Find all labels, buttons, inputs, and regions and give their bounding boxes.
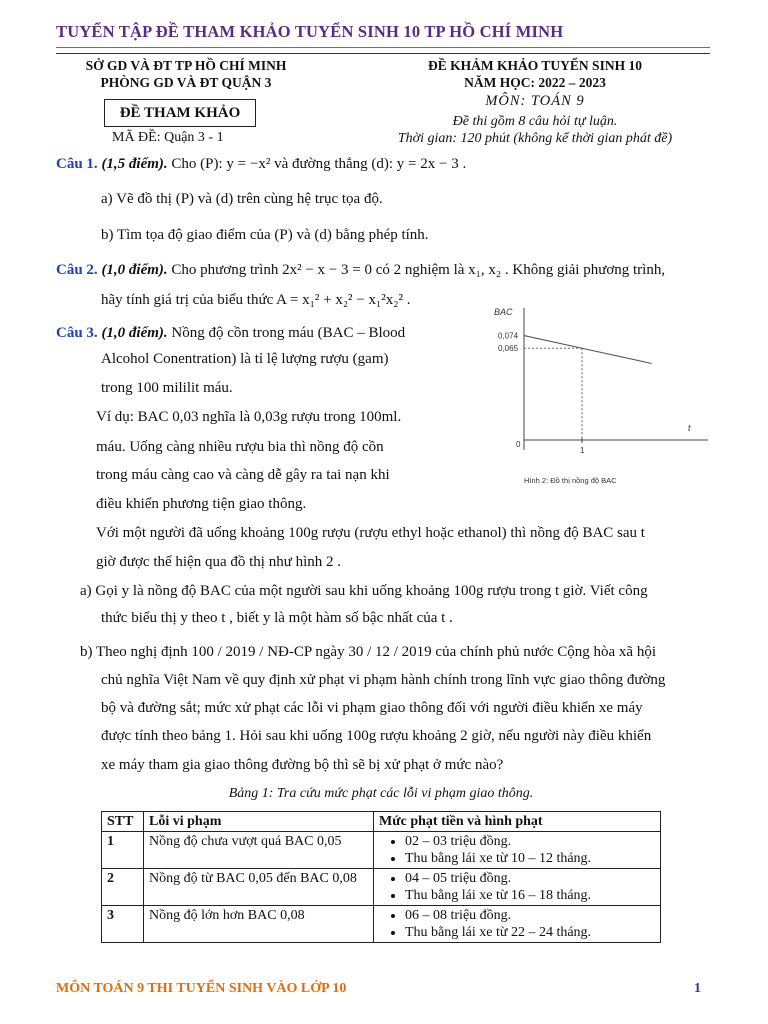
penalty-fine: • 06 – 08 triệu đồng. xyxy=(405,907,655,924)
question-1-text: Cho (P): y = −x² và đường thẳng (d): y = 2x − 3 . xyxy=(171,156,467,172)
exam-note-questions: Đề thi gồm 8 câu hỏi tự luận. xyxy=(452,114,618,129)
header-right xyxy=(370,57,700,91)
y-axis-label: BAC xyxy=(494,307,513,317)
subject-label: MÔN: TOÁN 9 xyxy=(485,93,585,109)
exam-code: MÃ ĐỀ: Quận 3 - 1 xyxy=(112,130,224,145)
question-3b-line-4: được tính theo bảng 1. Hỏi sau khi uống 100g rượu khoảng 2 giờ, nếu người này điều khiển xyxy=(101,728,652,744)
penalty-license: • Thu bằng lái xe từ 16 – 18 tháng. xyxy=(405,887,655,904)
question-1-points: (1,5 điểm). xyxy=(101,156,168,172)
table-cell-stt: 2 xyxy=(102,869,144,906)
table-header-row xyxy=(102,812,661,832)
question-3b-line-2: chủ nghĩa Việt Nam về quy định xử phạt vi phạm hành chính trong lĩnh vực giao thông đường xyxy=(101,672,666,688)
document-banner: TUYỂN TẬP ĐỀ THAM KHẢO TUYỂN SINH 10 TP HỒ CHÍ MINH xyxy=(56,22,564,41)
question-1-label: Câu 1. xyxy=(56,156,98,172)
table-caption: Bảng 1: Tra cứu mức phạt các lỗi vi phạm giao thông. xyxy=(228,786,534,801)
table-cell-penalty xyxy=(374,832,661,869)
penalty-license: • Thu bằng lái xe từ 22 – 24 tháng. xyxy=(405,924,655,941)
chart-caption: Hình 2: Đồ thị nồng độ BAC xyxy=(524,476,617,485)
table-row xyxy=(102,906,661,943)
question-2-points: (1,0 điểm). xyxy=(101,262,168,278)
bac-chart xyxy=(480,300,720,495)
question-3-text-6: trong máu càng cao và càng dễ gây ra tai nạn khi xyxy=(96,467,390,483)
table-cell-penalty xyxy=(374,869,661,906)
question-3-text-2: Alcohol Conentration) là tỉ lệ lượng rượu (gam) xyxy=(101,351,389,367)
y-tick-label: 0,074 xyxy=(498,331,519,341)
footer-subject: MÔN TOÁN 9 THI TUYỂN SINH VÀO LỚP 10 xyxy=(56,981,347,996)
penalty-license: • Thu bằng lái xe từ 10 – 12 tháng. xyxy=(405,850,655,867)
header-divider xyxy=(56,53,710,54)
question-3-text-4: Ví dụ: BAC 0,03 nghĩa là 0,03g rượu trong 100ml. xyxy=(96,409,402,425)
table-cell-penalty xyxy=(374,906,661,943)
question-3-text-3: trong 100 mililit máu. xyxy=(101,380,233,396)
question-3-text-8: Với một người đã uống khoảng 100g rượu (rượu ethyl hoặc ethanol) thì nồng độ BAC sau t xyxy=(96,525,645,541)
page-number: 1 xyxy=(694,981,701,996)
question-2 xyxy=(56,259,665,281)
bac-line xyxy=(524,336,652,364)
table-cell-violation: Nồng độ từ BAC 0,05 đến BAC 0,08 xyxy=(144,869,374,906)
question-3-text-1: Nồng độ cồn trong máu (BAC – Blood xyxy=(171,325,406,341)
question-3b-line-1: b) Theo nghị định 100 / 2019 / NĐ-CP ngày 30 / 12 / 2019 của chính phủ nước Cộng hòa xã hội xyxy=(80,644,657,660)
question-3a-line-2: thức biểu thị y theo t , biết y là một hàm số bậc nhất của t . xyxy=(101,610,453,626)
x-axis-label: t xyxy=(688,423,691,433)
question-2-text: Cho phương trình 2x² − x − 3 = 0 có 2 nghiệm là x₁, x₂ . Không giải phương trình, xyxy=(171,262,666,278)
table-row xyxy=(102,869,661,906)
table-header-stt: STT xyxy=(102,812,144,832)
question-3-text-9: giờ được thể hiện qua đồ thị như hình 2 . xyxy=(96,554,342,570)
y-tick-label: 0,065 xyxy=(498,344,519,354)
penalty-fine: • 02 – 03 triệu đồng. xyxy=(405,833,655,850)
header-left xyxy=(56,57,316,91)
penalty-table xyxy=(101,811,661,943)
table-cell-violation: Nồng độ lớn hơn BAC 0,08 xyxy=(144,906,374,943)
question-3b-line-3: bộ và đường sắt; mức xử phạt các lỗi vi phạm giao thông đối với người điều khiển xe máy xyxy=(101,700,643,716)
origin-label: 0 xyxy=(516,440,521,449)
department-name: SỞ GD VÀ ĐT TP HỒ CHÍ MINH xyxy=(85,58,287,73)
table-cell-violation: Nồng độ chưa vượt quá BAC 0,05 xyxy=(144,832,374,869)
exam-title: ĐỀ KHẢM KHẢO TUYỂN SINH 10 xyxy=(428,58,642,73)
question-1 xyxy=(56,153,466,175)
table-cell-stt: 1 xyxy=(102,832,144,869)
table-header-penalty: Mức phạt tiền và hình phạt xyxy=(374,812,661,832)
question-3-text-7: điều khiển phương tiện giao thông. xyxy=(96,496,307,512)
question-2-label: Câu 2. xyxy=(56,262,98,278)
table-cell-stt: 3 xyxy=(102,906,144,943)
banner-divider xyxy=(56,47,710,48)
question-3b-line-5: xe máy tham gia giao thông đường bộ thì sẽ bị xử phạt ở mức nào? xyxy=(101,757,504,773)
question-2-expression: hãy tính giá trị của biểu thức A = x₁² + x₂² − x₁²x₂² . xyxy=(101,292,411,308)
question-3-label: Câu 3. xyxy=(56,325,98,341)
table-row xyxy=(102,832,661,869)
x-tick-label: 1 xyxy=(580,446,585,455)
question-1b: b) Tìm tọa độ giao điểm của (P) và (d) bằng phép tính. xyxy=(101,227,429,243)
question-1a: a) Vẽ đồ thị (P) và (d) trên cùng hệ trục tọa độ. xyxy=(101,191,383,207)
exam-note-time: Thời gian: 120 phút (không kể thời gian phát đề) xyxy=(397,131,673,146)
penalty-fine: • 04 – 05 triệu đồng. xyxy=(405,870,655,887)
district-office: PHÒNG GD VÀ ĐT QUẬN 3 xyxy=(100,75,272,90)
school-year: NĂM HỌC: 2022 – 2023 xyxy=(464,75,606,90)
question-3-points: (1,0 điểm). xyxy=(101,325,168,341)
question-3-text-5: máu. Uống càng nhiều rượu bia thì nồng độ cồn xyxy=(96,439,384,455)
table-header-violation: Lỗi vi phạm xyxy=(144,812,374,832)
question-3a-line-1: a) Gọi y là nồng độ BAC của một người sau khi uống khoảng 100g rượu trong t giờ. Viết công xyxy=(80,583,648,599)
question-3 xyxy=(56,322,405,344)
exam-type-badge: ĐỀ THAM KHẢO xyxy=(104,99,256,127)
